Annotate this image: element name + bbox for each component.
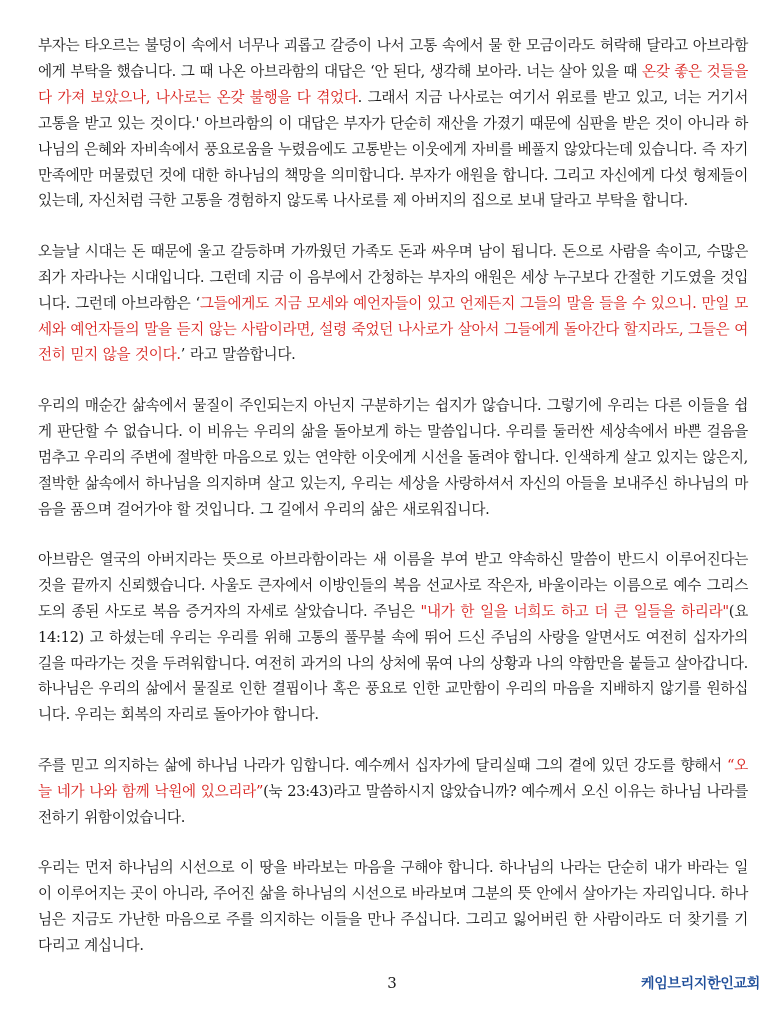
paragraph [38,33,748,214]
scripture-quote: “오늘 네가 나와 함께 낙원에 있으리라” [38,756,748,800]
paragraph-text: ’ 라고 말씀합니다. [180,346,296,364]
paragraph-text: 부자는 타오르는 불덩이 속에서 너무나 괴롭고 갈증이 나서 고통 속에서 물 한 모금이라도 허락해 달라고 아브라함에게 부탁을 했습니다. 그 때 나온 아브라함의 대답은 ‘안 된다, 생각해 보아라. 너는 살아 있을 때 [38,37,748,80]
paragraph-text: 우리는 먼저 하나님의 시선으로 이 땅을 바라보는 마음을 구해야 합니다. 하나님의 나라는 단순히 내가 바라는 일이 이루어지는 곳이 아니라, 주어진 삶을 하나님의 시선으로 바라보며 그분의 뜻 안에서 살아가는 자리입니다. 하나님은 지금도 가난한 마음으로 주를 의지하는 이들을 만나 주십니다. 그리고 잃어버린 한 사람이라도 더 찾기를 기다리고 계십니다. [38,858,748,954]
paragraph-text: (요 14:12) 고 하셨는데 우리는 우리를 위해 고통의 풀무불 속에 뛰어 드신 주님의 사랑을 알면서도 여전히 십자가의 길을 따라가는 것을 두려워합니다. 여전히 과거의 나의 상처에 묶여 나의 상황과 나의 약함만을 붙들고 살아갑니다. 하나님은 우리의 삶에서 물질로 인한 결핍이나 혹은 풍요로 인한 교만함이 우리의 마음을 지배하지 않기를 원하십니다. 우리는 회복의 자리로 돌아가야 합니다. [38,602,748,724]
page-number: 3 [387,974,397,992]
paragraph-text: 우리의 매순간 삶속에서 물질이 주인되는지 아닌지 구분하기는 쉽지가 않습니다. 그렇기에 우리는 다른 이들을 쉽게 판단할 수 없습니다. 이 비유는 우리의 삶을 돌아보게 하는 말씀입니다. 우리를 둘러싼 세상속에서 바쁜 걸음을 멈추고 우리의 주변에 절박한 마음으로 있는 연약한 이웃에게 시선을 돌려야 합니다. 인색하게 살고 있지는 않은지, 절박한 삶속에서 하나님을 의지하며 살고 있는지, 우리는 세상을 사랑하셔서 자신의 아들을 보내주신 하나님의 마음을 품으며 걸어가야 할 것입니다. 그 길에서 우리의 삶은 새로워집니다. [38,396,748,518]
paragraph [38,239,748,369]
scripture-quote: 온갖 좋은 것들을 다 가져 보았으나, 나사로는 온갖 불행을 다 겪었다 [38,62,748,106]
paragraph-text: 아브람은 열국의 아버지라는 뜻으로 아브라함이라는 새 이름을 부여 받고 약속하신 말씀이 반드시 이루어진다는 것을 끝까지 신뢰했습니다. 사울도 큰자에서 이방인들의 복음 선교사로 작은자, 바울이라는 이름으로 예수 그리스도의 종된 사도로 복음 증거자의 자세로 살았습니다. 주님은 [38,550,748,620]
scripture-quote: 그들에게도 지금 모세와 예언자들이 있고 언제든지 그들의 말을 들을 수 있으니. 만일 모세와 예언자들의 말을 듣지 않는 사람이라면, 설령 죽었던 나사로가 살아서 그들에게 돌아간다 할지라도, 그들은 여전히 믿지 않을 것이다. [38,294,748,364]
paragraph [38,753,748,831]
sermon-body [38,33,748,983]
paragraph [38,393,748,523]
paragraph-text: . 그래서 지금 나사로는 여기서 위로를 받고 있고, 너는 거기서 고통을 받고 있는 것이다.' 아브라함의 이 대답은 부자가 단순히 재산을 가졌기 때문에 심판을 받은 것이 아니라 하나님의 은혜와 자비속에서 풍요로움을 누렸음에도 고통받는 이웃에게 자비를 베풀지 않았다는데 있습니다. 즉 자기 만족에만 머물렀던 것에 대한 하나님의 책망을 의미합니다. 부자가 애원을 합니다. 그리고 자신에게 다섯 형제들이 있는데, 자신처럼 극한 고통을 경험하지 않도록 나사로를 제 아버지의 집으로 보내 달라고 부탁을 합니다. [38,88,748,210]
paragraph [38,855,748,959]
paragraph [38,547,748,728]
paragraph-text: 오늘날 시대는 돈 때문에 울고 갈등하며 가까웠던 가족도 돈과 싸우며 남이 됩니다. 돈으로 사람을 속이고, 수많은 죄가 자라나는 시대입니다. 그런데 지금 이 음부에서 간청하는 부자의 애원은 세상 누구보다 간절한 기도였을 것입니다. 그런데 아브라함은 ‘ [38,242,748,312]
paragraph-text: 주를 믿고 의지하는 삶에 하나님 나라가 임합니다. 예수께서 십자가에 달리실때 그의 곁에 있던 강도를 향해서 [38,756,728,774]
church-name: 케임브리지한인교회 [640,976,760,992]
paragraph-text: (눅 23:43)라고 말씀하시지 않았습니까? 예수께서 오신 이유는 하나님 나라를 전하기 위함이었습니다. [38,782,748,826]
scripture-quote: "내가 한 일을 너희도 하고 더 큰 일들을 하리라" [420,602,729,620]
